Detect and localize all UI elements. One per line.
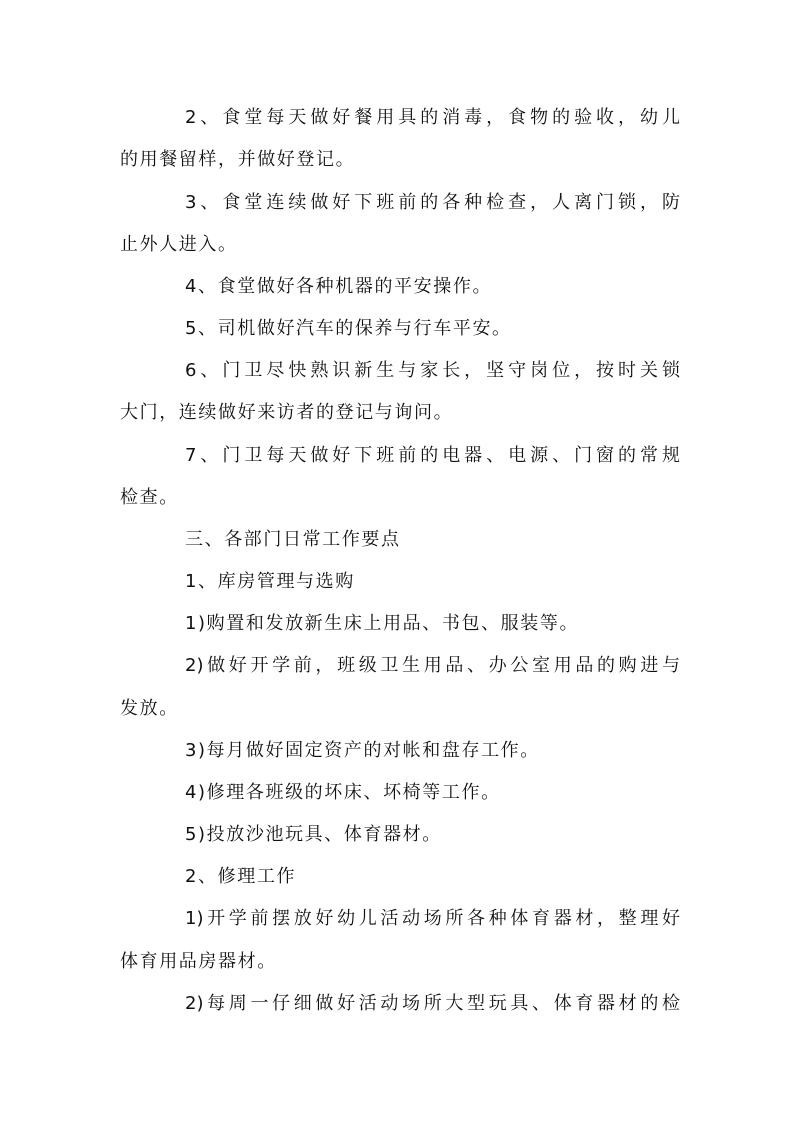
paragraph-line: 5)投放沙池玩具、体育器材。 [185, 824, 442, 845]
paragraph-line: 6、门卫尽快熟识新生与家长，坚守岗位，按时关锁 [185, 360, 680, 381]
subsection-heading: 2、修理工作 [185, 866, 297, 887]
paragraph-line: 3、食堂连续做好下班前的各种检查，人离门锁，防 [185, 192, 680, 213]
paragraph-line: 检查。 [120, 487, 179, 508]
paragraph-line: 2)每周一仔细做好活动场所大型玩具、体育器材的检 [185, 993, 680, 1014]
paragraph-line: 1)开学前摆放好幼儿活动场所各种体育器材，整理好 [185, 908, 680, 929]
paragraph-line: 3)每月做好固定资产的对帐和盘存工作。 [185, 740, 540, 761]
paragraph-line: 1)购置和发放新生床上用品、书包、服装等。 [185, 613, 580, 634]
paragraph-line: 体育用品房器材。 [120, 951, 277, 972]
paragraph-line: 5、司机做好汽车的保养与行车平安。 [185, 318, 512, 339]
paragraph-line: 的用餐留样，并做好登记。 [120, 149, 356, 170]
paragraph-line: 止外人进入。 [120, 234, 238, 255]
paragraph-line: 2、食堂每天做好餐用具的消毒，食物的验收，幼儿 [185, 107, 680, 128]
paragraph-line: 2)做好开学前，班级卫生用品、办公室用品的购进与 [185, 655, 680, 676]
section-heading: 三、各部门日常工作要点 [185, 529, 401, 550]
paragraph-line: 发放。 [120, 698, 179, 719]
subsection-heading: 1、库房管理与选购 [185, 571, 355, 592]
paragraph-line: 4、食堂做好各种机器的平安操作。 [185, 276, 493, 297]
paragraph-line: 大门，连续做好来访者的登记与询问。 [120, 402, 454, 423]
paragraph-line: 7、门卫每天做好下班前的电器、电源、门窗的常规 [185, 445, 680, 466]
paragraph-line: 4)修理各班级的坏床、坏椅等工作。 [185, 782, 501, 803]
